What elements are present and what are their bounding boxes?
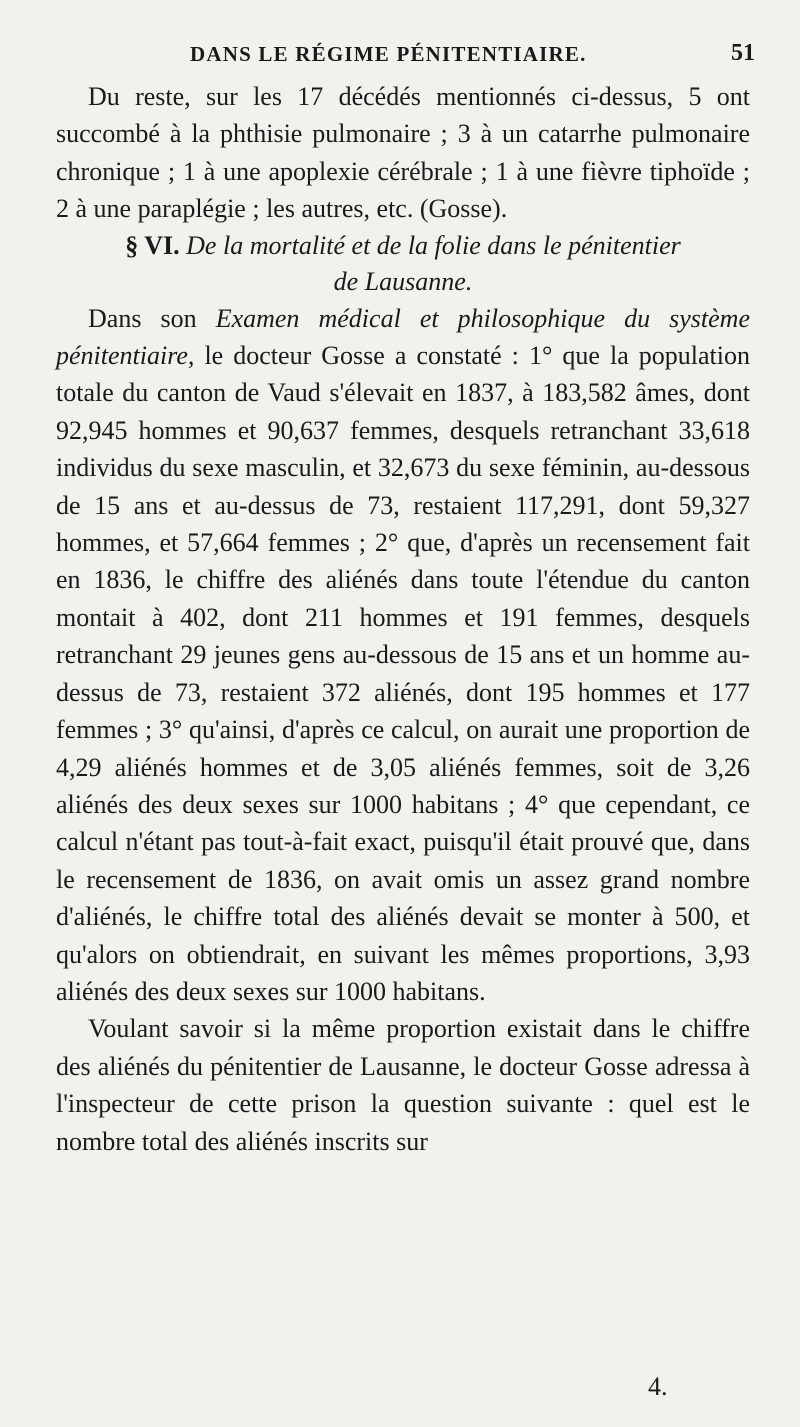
page-header [60, 38, 755, 74]
intro-paragraph: Du reste, sur les 17 décédés mentionnés ci-dessus, 5 ont succombé à la phthisie pulmonaire ; 3 à un catarrhe pulmonaire chronique ; 1 à une apoplexie cérébrale ; 1 à une fièvre tiphoïde ; 2 à une paraplégie ; les autres, etc. (Gosse). [56, 82, 750, 224]
signature-mark: 4. [648, 1372, 668, 1401]
paragraph-one-start: Dans son [88, 303, 216, 333]
cited-work-title: Examen médical et philosophique du système pénitentiaire, [56, 303, 750, 371]
section-heading [56, 228, 750, 300]
paragraph-two: Voulant savoir si la même proportion existait dans le chiffre des aliénés du pénitentier de Lausanne, le docteur Gosse adressa à l'inspecteur de cette prison la question suivante : quel est le nombre total des aliénés inscrits sur [56, 1014, 750, 1156]
section-mark: § VI. [125, 230, 180, 260]
page-number: 51 [731, 40, 755, 66]
body-text [56, 78, 750, 1160]
paragraph-one-rest: le docteur Gosse a constaté : 1° que la population totale du canton de Vaud s'élevait en 1837, à 183,582 âmes, dont 92,945 hommes et 90,637 femmes, desquels retranchant 33,618 individus du sexe masculin, et 32,673 du sexe féminin, au-dessous de 15 ans et au-dessus de 73, restaient 117,291, dont 59,327 hommes, et 57,664 femmes ; 2° que, d'après un recensement fait en 1836, le chiffre des aliénés dans toute l'étendue du canton montait à 402, dont 211 hommes et 191 femmes, desquels retranchant 29 jeunes gens au-dessous de 15 ans et un homme au-dessus de 73, restaient 372 aliénés, dont 195 hommes et 177 femmes ; 3° qu'ainsi, d'après ce calcul, on aurait une proportion de 4,29 aliénés hommes et de 3,05 aliénés femmes, soit de 3,26 aliénés des deux sexes sur 1000 habitans ; 4° que cependant, ce calcul n'étant pas tout-à-fait exact, puisqu'il était prouvé que, dans le recensement de 1836, on avait omis un assez grand nombre d'aliénés, le chiffre total des aliénés devait se monter à 500, et qu'alors on obtiendrait, en suivant les mêmes proportions, 3,93 aliénés des deux sexes sur 1000 habitans. [56, 341, 750, 1006]
section-title-line1: De la mortalité et de la folie dans le pénitentier [186, 230, 681, 260]
section-title-line2: de Lausanne. [333, 266, 473, 296]
running-title: DANS LE RÉGIME PÉNITENTIAIRE. [190, 42, 587, 66]
paragraph-one [56, 300, 750, 1011]
